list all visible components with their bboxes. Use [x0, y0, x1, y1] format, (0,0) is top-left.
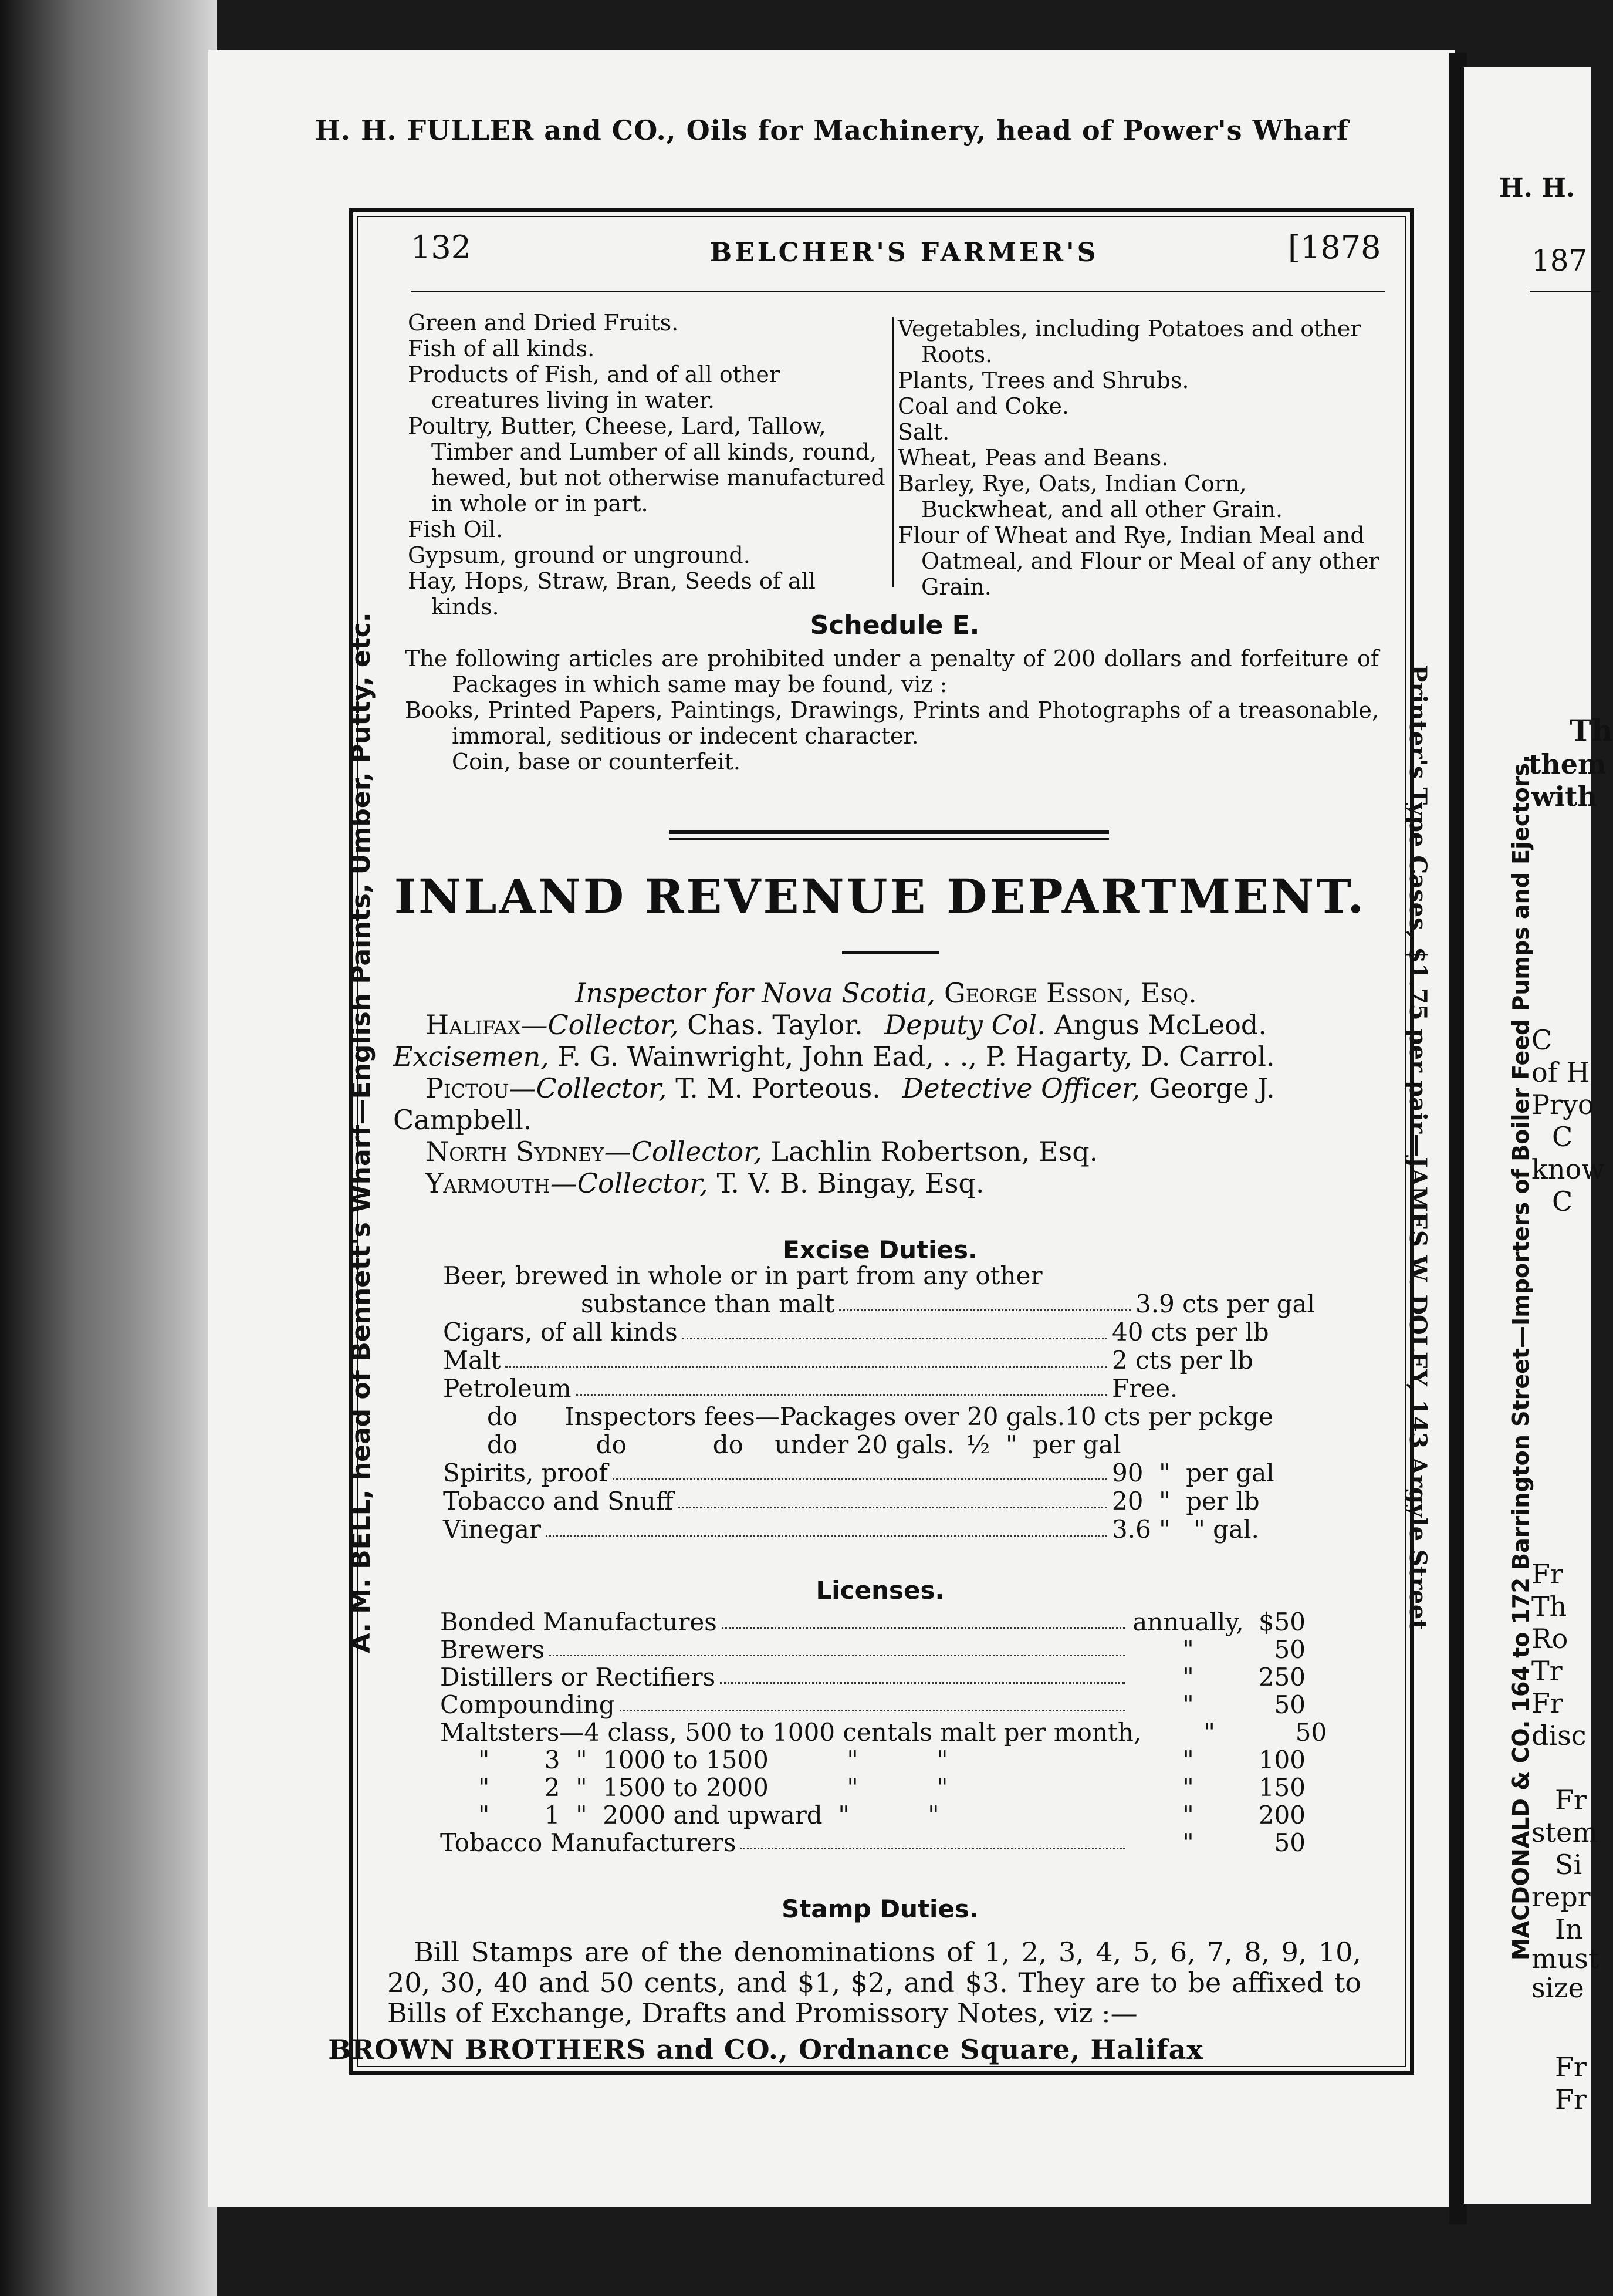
license-amount: 150: [1258, 1773, 1306, 1802]
duty-label: Vinegar: [443, 1515, 541, 1544]
left-side-advertisement: A. M. BELL, head of Bennett's Wharf—English Paints, Umber, Putty, etc.: [346, 612, 376, 1653]
duty-row: [443, 1318, 1347, 1346]
duty-label: Petroleum: [443, 1374, 572, 1403]
officer-line: [393, 977, 1379, 1009]
officer-place: Yarmouth: [425, 1167, 550, 1199]
officer-line: [393, 1136, 1379, 1167]
running-title: BELCHER'S FARMER'S: [710, 238, 1099, 268]
duty-row: [443, 1431, 1347, 1459]
department-title: INLAND REVENUE DEPARTMENT.: [394, 869, 1367, 924]
right-page-frag: with: [1531, 781, 1597, 812]
right-page-frag: of H: [1531, 1056, 1590, 1088]
right-page-frag: Th: [1531, 1591, 1567, 1622]
right-page-frag: Si: [1555, 1849, 1582, 1880]
license-period: ": [1182, 1635, 1194, 1664]
license-row: [440, 1663, 1306, 1691]
officer-line: [393, 1041, 1379, 1072]
officer-line: [393, 1104, 1379, 1136]
leader-space: [953, 1746, 1125, 1767]
stamp-duties-title: Stamp Duties.: [782, 1895, 979, 1923]
duty-label: do Inspectors fees—Packages over 20 gals.: [487, 1402, 1066, 1431]
licenses-table: [440, 1608, 1327, 1857]
duty-label: Cigars, of all kinds: [443, 1318, 678, 1346]
right-page-frag: stem: [1531, 1816, 1598, 1848]
leader-dots: [839, 1290, 1131, 1311]
duty-label: do do do under 20 gals.: [487, 1430, 955, 1459]
duty-value: 90 " per gal: [1112, 1458, 1274, 1487]
list-item: Fish of all kinds.: [408, 336, 595, 362]
list-item: Flour of Wheat and Rye, Indian Meal and Oatmeal, and Flour or Meal of any other Grain.: [898, 522, 1379, 600]
stamp-duties-text: [387, 1937, 1361, 2028]
officer-role: Deputy Col.: [884, 1009, 1046, 1041]
duty-row: [443, 1290, 1347, 1318]
license-label: Brewers: [440, 1635, 545, 1664]
license-amount: 50: [1274, 1828, 1306, 1857]
list-item: Gypsum, ground or unground.: [408, 542, 750, 568]
right-page-side-ad: MACDONALD & CO. 164 to 172 Barrington Street—Importers of Boiler Feed Pumps and Ejectors.: [1508, 754, 1534, 1960]
right-page-frag: Pryo: [1531, 1089, 1594, 1120]
duty-row: [443, 1403, 1347, 1431]
officer-name: George Esson, Esq.: [944, 977, 1197, 1009]
license-label: Maltsters—4 class, 500 to 1000 centals malt per month,: [440, 1718, 1142, 1747]
license-label: Tobacco Manufacturers: [440, 1828, 736, 1857]
license-period: ": [1182, 1828, 1194, 1857]
leader-dots: [546, 1515, 1107, 1537]
license-row: [440, 1636, 1306, 1663]
officer-role: Excisemen,: [393, 1041, 549, 1072]
right-page-frag: Ro: [1531, 1623, 1568, 1655]
officer-name: Chas. Taylor.: [687, 1009, 863, 1041]
officer-place: Pictou: [425, 1072, 509, 1104]
schedule-e-intro: The following articles are prohibited under a penalty of 200 dollars and forfeiture of Packages in which same may be found, viz :: [405, 646, 1379, 697]
right-page-frag: repr: [1531, 1881, 1591, 1913]
right-page-frag: must: [1531, 1943, 1600, 1974]
schedule-e-text: [405, 646, 1379, 775]
officer-role: —Collector,: [550, 1167, 708, 1199]
list-item: Barley, Rye, Oats, Indian Corn, Buckwheat, and all other Grain.: [898, 471, 1283, 522]
list-item: Fish Oil.: [408, 516, 503, 542]
right-side-advertisement: Printer's Type Cases, $1.75 per pair—JAMES W. DOLEY, 143 Argyle Street: [1404, 664, 1432, 1630]
list-item: Hay, Hops, Straw, Bran, Seeds of all kinds.: [408, 568, 816, 620]
schedule-e-books: Books, Printed Papers, Paintings, Drawings, Prints and Photographs of a treasonable, immoral, seditious or indecent character.: [405, 697, 1379, 749]
license-row: [440, 1801, 1306, 1829]
duty-value: 3.9 cts per gal: [1135, 1289, 1315, 1318]
license-label: Bonded Manufactures: [440, 1608, 717, 1636]
officer-line: [393, 1072, 1379, 1104]
list-item: Coal and Coke.: [898, 393, 1069, 419]
licenses-title: Licenses.: [816, 1576, 945, 1605]
license-period: ": [1203, 1718, 1215, 1747]
officer-role: —Collector,: [604, 1136, 762, 1167]
license-row: [440, 1691, 1306, 1718]
license-label: " 2 " 1500 to 2000 " ": [478, 1773, 948, 1802]
right-page-frag: size: [1531, 1972, 1584, 2004]
bottom-advertisement: BROWN BROTHERS and CO., Ordnance Square, Halifax: [328, 2034, 1203, 2065]
officer-role: Detective Officer,: [902, 1072, 1141, 1104]
right-page-rule: [1530, 291, 1600, 292]
leader-dots: [740, 1829, 1125, 1849]
license-period: ": [1182, 1801, 1194, 1829]
schedule-e-coin: Coin, base or counterfeit.: [452, 749, 740, 775]
running-year: [1878: [1288, 229, 1381, 266]
section-rule: [669, 838, 1109, 840]
duty-row: [443, 1459, 1347, 1487]
duty-row: [443, 1515, 1347, 1544]
right-page-frag: Fr: [1531, 1558, 1563, 1590]
leader-dots: [505, 1346, 1107, 1368]
list-item: Products of Fish, and of all other creatures living in water.: [408, 362, 780, 413]
list-item: Salt.: [898, 419, 950, 445]
officer-name: T. M. Porteous.: [675, 1072, 881, 1104]
top-advertisement: H. H. FULLER and CO., Oils for Machinery, head of Power's Wharf: [315, 114, 1349, 146]
license-period: ": [1182, 1690, 1194, 1719]
free-goods-left-column: [408, 310, 889, 620]
license-amount: 250: [1258, 1663, 1306, 1691]
duty-label: substance than malt: [581, 1289, 835, 1318]
license-period: annually,: [1132, 1608, 1244, 1636]
column-divider: [892, 317, 894, 587]
license-period: ": [1182, 1745, 1194, 1774]
duty-row: [443, 1346, 1347, 1375]
license-amount: 100: [1258, 1745, 1306, 1774]
license-amount: 50: [1295, 1718, 1327, 1747]
duty-value: 10 cts per pckge: [1065, 1402, 1273, 1431]
license-period: ": [1182, 1773, 1194, 1802]
officer-line: [393, 1167, 1379, 1199]
right-page-top-ad: H. H.: [1499, 173, 1575, 203]
right-page-frag: C: [1552, 1121, 1573, 1153]
right-page-frag: Fr: [1555, 2084, 1587, 2115]
right-page-frag: Fr: [1531, 1687, 1563, 1719]
leader-dots: [722, 1608, 1125, 1629]
list-item: Poultry, Butter, Cheese, Lard, Tallow, Timber and Lumber of all kinds, round, hewed, but not otherwise manufactured in whole or in part.: [408, 413, 885, 516]
duty-label: Spirits, proof: [443, 1458, 608, 1487]
section-rule: [669, 830, 1109, 834]
license-amount: $50: [1258, 1608, 1306, 1636]
duty-label: Malt: [443, 1346, 501, 1375]
leader-dots: [678, 1487, 1107, 1508]
officer-place: North Sydney: [425, 1136, 604, 1167]
officer-name: T. V. B. Bingay, Esq.: [716, 1167, 985, 1199]
duty-value: 3.6 " " gal.: [1112, 1515, 1259, 1544]
duty-value: 2 cts per lb: [1112, 1346, 1253, 1375]
officer-name: F. G. Wainwright, John Ead, . ., P. Hagarty, D. Carrol.: [557, 1041, 1275, 1072]
right-page-frag: Tr: [1531, 1655, 1563, 1687]
license-row: [440, 1829, 1306, 1856]
duty-row: [443, 1487, 1347, 1515]
page-number: 132: [411, 229, 472, 266]
license-row: [440, 1746, 1306, 1774]
right-page-frag: disc: [1531, 1720, 1587, 1751]
leader-space: [953, 1774, 1125, 1794]
duty-row: [443, 1375, 1347, 1403]
duty-value: 20 " per lb: [1112, 1487, 1260, 1515]
right-page-year: 187: [1531, 244, 1588, 278]
right-page-frag: Fr: [1555, 1784, 1587, 1816]
schedule-e-title: Schedule E.: [810, 610, 980, 640]
officer-name: Angus McLeod.: [1054, 1009, 1267, 1041]
officer-role: —Collector,: [509, 1072, 667, 1104]
free-goods-right-column: [898, 316, 1385, 600]
leader-dots: [682, 1318, 1107, 1339]
license-label: Compounding: [440, 1690, 615, 1719]
license-row: [440, 1718, 1327, 1747]
officer-name: Lachlin Robertson, Esq.: [770, 1136, 1098, 1167]
license-label: Distillers or Rectifiers: [440, 1663, 716, 1691]
officer-place: Halifax: [425, 1009, 521, 1041]
license-amount: 50: [1274, 1690, 1306, 1719]
license-row: [440, 1774, 1306, 1801]
leader-dots: [576, 1375, 1107, 1396]
duty-value: Free.: [1112, 1374, 1178, 1403]
officer-role: Inspector for Nova Scotia,: [575, 977, 936, 1009]
right-page-frag: C: [1531, 1024, 1553, 1056]
stamp-paragraph: Bill Stamps are of the denominations of 1, 2, 3, 4, 5, 6, 7, 8, 9, 10, 20, 30, 40 and 50 cents, and $1, $2, and $3. They are to be affixed to Bills of Exchange, Drafts and Promissory Notes, viz :—: [387, 1936, 1361, 2029]
officer-name: Campbell.: [393, 1104, 532, 1136]
excise-duties-title: Excise Duties.: [783, 1235, 978, 1264]
title-rule: [842, 951, 939, 954]
right-page-frag: know: [1531, 1153, 1605, 1185]
duty-value: ½ " per gal: [966, 1430, 1121, 1459]
license-label: " 1 " 2000 and upward " ": [478, 1801, 939, 1829]
leader-dots: [613, 1459, 1107, 1480]
right-page-frag: Th: [1570, 713, 1613, 748]
leader-dots: [549, 1636, 1125, 1656]
license-row: [440, 1608, 1306, 1636]
right-page-frag: Fr: [1555, 2051, 1587, 2083]
excise-duties-table: [443, 1262, 1347, 1544]
right-page-frag: In: [1555, 1913, 1583, 1945]
leader-dots: [720, 1663, 1125, 1684]
officers-list: [393, 977, 1379, 1199]
officer-role: —Collector,: [520, 1009, 679, 1041]
duty-value: 40 cts per lb: [1112, 1318, 1269, 1346]
leader-dots: [620, 1691, 1125, 1711]
duty-label: Tobacco and Snuff: [443, 1487, 674, 1515]
license-period: ": [1182, 1663, 1194, 1691]
header-rule: [411, 291, 1385, 292]
list-item: Vegetables, including Potatoes and other Roots.: [898, 316, 1361, 367]
list-item: Green and Dried Fruits.: [408, 310, 679, 336]
right-page-frag: C: [1552, 1186, 1573, 1217]
duty-line: Beer, brewed in whole or in part from any other: [443, 1261, 1043, 1290]
license-label: " 3 " 1000 to 1500 " ": [478, 1745, 948, 1774]
list-item: Plants, Trees and Shrubs.: [898, 367, 1189, 393]
leader-space: [944, 1801, 1125, 1822]
list-item: Wheat, Peas and Beans.: [898, 445, 1169, 471]
officer-line: [393, 1009, 1379, 1041]
license-amount: 200: [1258, 1801, 1306, 1829]
book-edge: [0, 0, 217, 2296]
right-page-frag: them: [1529, 748, 1607, 780]
officer-name: George J.: [1149, 1072, 1275, 1104]
license-amount: 50: [1274, 1635, 1306, 1664]
